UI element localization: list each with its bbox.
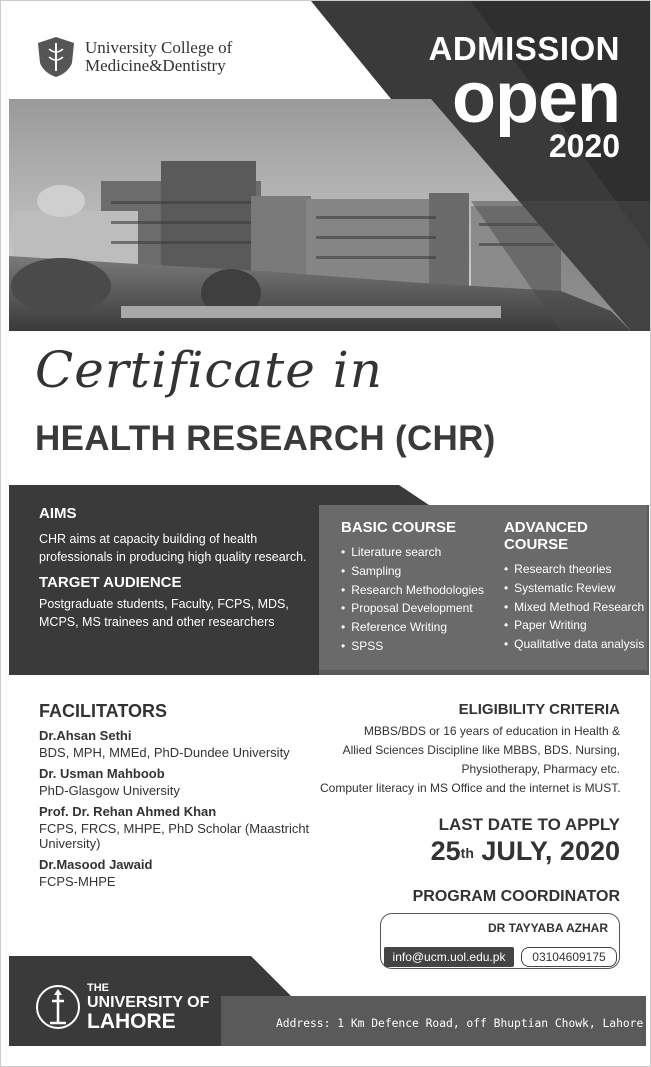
list-item: • Mixed Method Research: [504, 598, 644, 617]
aims-heading: AIMS: [39, 505, 77, 522]
uol-line2: UNIVERSITY OF: [87, 994, 210, 1011]
facilitators-heading: FACILITATORS: [39, 701, 167, 721]
deadline-date: [431, 835, 620, 867]
facilitator-name: Prof. Dr. Rehan Ahmed Khan: [39, 804, 217, 819]
facilitator-credentials: FCPS-MHPE: [39, 874, 116, 889]
eligibility-line: Computer literacy in MS Office and the internet is MUST.: [320, 781, 621, 795]
certificate-script-title: Certificate in: [35, 341, 383, 399]
uol-line3: LAHORE: [87, 1010, 176, 1033]
program-title: HEALTH RESEARCH (CHR): [35, 419, 496, 458]
basic-course-column: [341, 519, 484, 670]
advanced-course-list: [504, 560, 644, 654]
admission-open-banner: [428, 31, 620, 163]
eligibility-section: [320, 701, 620, 798]
deadline-month-year: JULY, 2020: [473, 836, 620, 866]
list-item: • Paper Writing: [504, 616, 644, 635]
list-item: • Systematic Review: [504, 579, 644, 598]
basic-course-heading: BASIC COURSE: [341, 519, 457, 536]
college-name-line2: Medicine&Dentistry: [85, 56, 226, 75]
eligibility-line: Physiotherapy, Pharmacy etc.: [461, 762, 620, 776]
eligibility-line: Allied Sciences Discipline like MBBS, BDS. Nursing,: [342, 743, 620, 757]
list-item: • SPSS: [341, 637, 484, 656]
facilitator-name: Dr.Masood Jawaid: [39, 857, 153, 872]
admission-year: 2020: [548, 128, 620, 164]
deadline-day: 25: [430, 836, 461, 866]
coordinator-section: [413, 888, 620, 906]
aims-text: CHR aims at capacity building of health professionals in producing high quality research.: [39, 532, 307, 564]
coordinator-phone[interactable]: 03104609175: [521, 947, 617, 967]
facilitator-name: Dr.Ahsan Sethi: [39, 728, 132, 743]
open-label: open: [452, 58, 620, 138]
uol-line1: THE: [87, 982, 109, 994]
college-logo: [35, 35, 232, 79]
list-item: • Research Methodologies: [341, 581, 484, 600]
advanced-course-heading: ADVANCED COURSE: [503, 519, 588, 553]
list-item: • Literature search: [341, 543, 484, 562]
facilitator-credentials: FCPS, FRCS, MHPE, PhD Scholar (Maastricht University): [39, 821, 310, 851]
footer-address: Address: 1 Km Defence Road, off Bhuptian Chowk, Lahore: [276, 1017, 644, 1030]
facilitator-credentials: BDS, MPH, MMEd, PhD-Dundee University: [39, 745, 290, 760]
college-shield-icon: [35, 35, 77, 79]
course-box: [319, 505, 647, 670]
list-item: • Proposal Development: [341, 599, 484, 618]
coordinator-email[interactable]: info@ucm.uol.edu.pk: [384, 947, 514, 967]
deadline-label: LAST DATE TO APPLY: [438, 815, 620, 834]
coordinator-heading: PROGRAM COORDINATOR: [412, 888, 620, 905]
deadline-suffix: th: [460, 845, 474, 861]
uol-emblem-icon: [35, 981, 81, 1033]
coordinator-name: DR TAYYABA AZHAR: [487, 921, 608, 935]
deadline-section: [431, 815, 620, 867]
facilitator-credentials: PhD-Glasgow University: [39, 783, 180, 798]
list-item: • Sampling: [341, 562, 484, 581]
aims-section: [39, 505, 329, 631]
advanced-course-column: [504, 519, 644, 670]
target-audience-heading: TARGET AUDIENCE: [39, 574, 182, 591]
college-name-line1: University College of: [85, 38, 233, 57]
basic-course-list: [341, 543, 484, 656]
eligibility-heading: ELIGIBILITY CRITERIA: [458, 701, 620, 718]
uol-logo: [35, 981, 209, 1033]
target-audience-text: Postgraduate students, Faculty, FCPS, MDS, MCPS, MS trainees and other researchers: [39, 597, 289, 629]
eligibility-line: MBBS/BDS or 16 years of education in Health &: [363, 724, 620, 738]
list-item: • Reference Writing: [341, 618, 484, 637]
list-item: • Qualitative data analysis: [504, 635, 644, 654]
admission-label: ADMISSION: [428, 30, 620, 67]
list-item: • Research theories: [504, 560, 644, 579]
facilitator-name: Dr. Usman Mahboob: [39, 766, 165, 781]
